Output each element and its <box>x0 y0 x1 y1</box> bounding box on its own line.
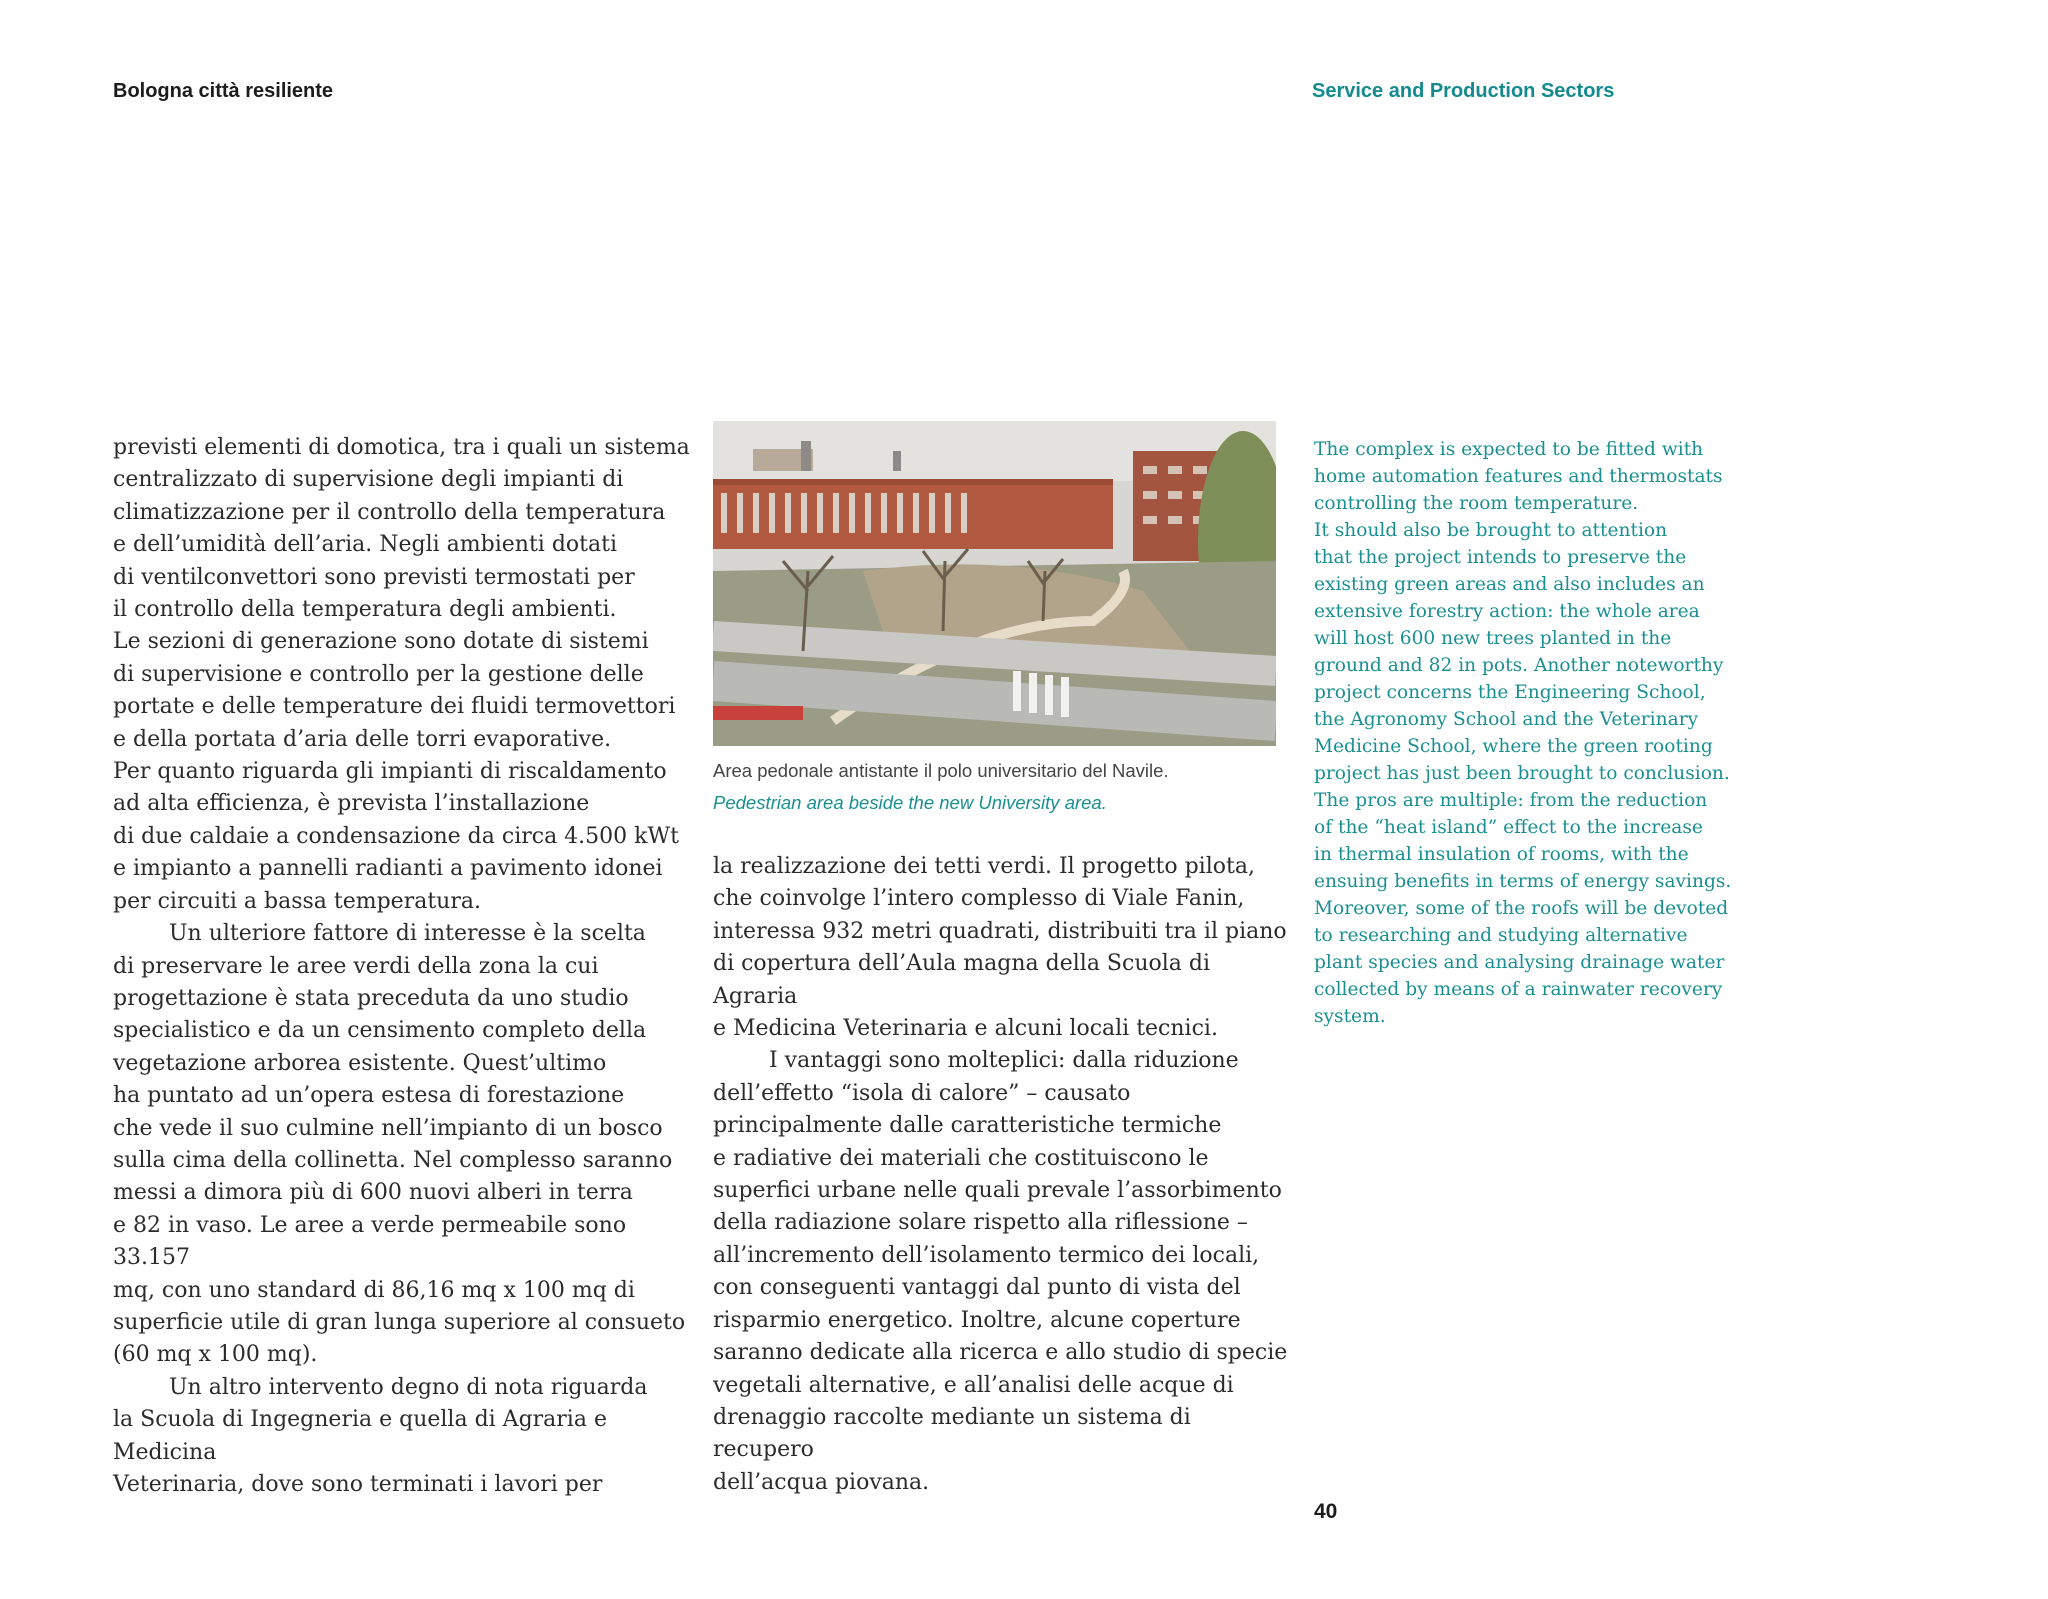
campus-photo <box>713 421 1276 746</box>
paragraph: previsti elementi di domotica, tra i quali un sistema centralizzato di supervisione degli impianti di climatizzazione per il controllo della temperatura e dell’umidità dell’aria. Negli ambienti dotati di ventilconvettori sono previsti termostati per il controllo della temperatura degli ambienti. Le sezioni di generazione sono dotate di sistemi di supervisione e controllo per la gestione delle portate e delle temperature dei fluidi termovettori e della portata d’aria delle torri evaporative. Per quanto riguarda gli impianti di riscaldamento ad alta efficienza, è prevista l’installazione di due caldaie a condensazione da circa 4.500 kWt e impianto a pannelli radianti a pavimento idonei per circuiti a bassa temperatura. <box>113 435 690 914</box>
paragraph: la realizzazione dei tetti verdi. Il progetto pilota, che coinvolge l’intero complesso di Viale Fanin, interessa 932 metri quadrati, distribuiti tra il piano di copertura dell’Aula magna della Scuola di Agraria e Medicina Veterinaria e alcuni locali tecnici. <box>713 854 1287 1042</box>
campus-photo-illustration <box>713 421 1276 746</box>
page-number: 40 <box>1314 1500 1338 1523</box>
paragraph: Un ulteriore fattore di interesse è la scelta di preservare le aree verdi della zona la cui progettazione è stata preceduta da uno studio specialistico e da un censimento completo della vegetazione arborea esistente. Quest’ultimo ha puntato ad un’opera estesa di forestazione che vede il suo culmine nell’impianto di un bosco sulla cima della collinetta. Nel complesso saranno messi a dimora più di 600 nuovi alberi in terra e 82 in vaso. Le aree a verde permeabile sono 33.157 mq, con uno standard di 86,16 mq x 100 mq di superficie utile di gran lunga superiore al consueto (60 mq x 100 mq). <box>113 921 686 1368</box>
body-column-middle <box>713 851 1293 1499</box>
paragraph: Un altro intervento degno di nota riguarda la Scuola di Ingegneria e quella di Agraria e Medicina Veterinaria, dove sono terminati i lavori per <box>113 1374 648 1497</box>
english-summary: The complex is expected to be fitted with home automation features and thermostats controlling the room temperature. It should also be brought to attention that the project intends to preserve the existing green areas and also includes an extensive forestry action: the whole area will host 600 new trees planted in the ground and 82 in pots. Another noteworthy project concerns the Engineering School, the Agronomy School and the Veterinary Medicine School, where the green rooting project has just been brought to conclusion. The pros are multiple: from the reduction of the “heat island” effect to the increase in thermal insulation of rooms, with the ensuing benefits in terms of energy savings. Moreover, some of the roofs will be devoted to researching and studying alternative plant species and analysing drainage water collected by means of a rainwater recovery system. <box>1314 439 1732 1027</box>
body-column-left <box>113 432 703 1501</box>
paragraph: I vantaggi sono molteplici: dalla riduzione dell’effetto “isola di calore” – causato principalmente dalle caratteristiche termiche e radiative dei materiali che costituiscono le superfici urbane nelle quali prevale l’assorbimento della radiazione solare rispetto alla riflessione – all’incremento dell’isolamento termico dei locali, con conseguenti vantaggi dal punto di vista del risparmio energetico. Inoltre, alcune coperture saranno dedicate alla ricerca e allo studio di specie vegetali alternative, e all’analisi delle acque di drenaggio raccolte mediante un sistema di recupero dell’acqua piovana. <box>713 1048 1288 1495</box>
running-header-title: Bologna città resiliente <box>113 80 334 102</box>
running-header-section: Service and Production Sectors <box>1312 80 1615 102</box>
photo-caption-english: Pedestrian area beside the new University area. <box>713 792 1107 813</box>
photo-caption-italian: Area pedonale antistante il polo universitario del Navile. <box>713 760 1169 781</box>
